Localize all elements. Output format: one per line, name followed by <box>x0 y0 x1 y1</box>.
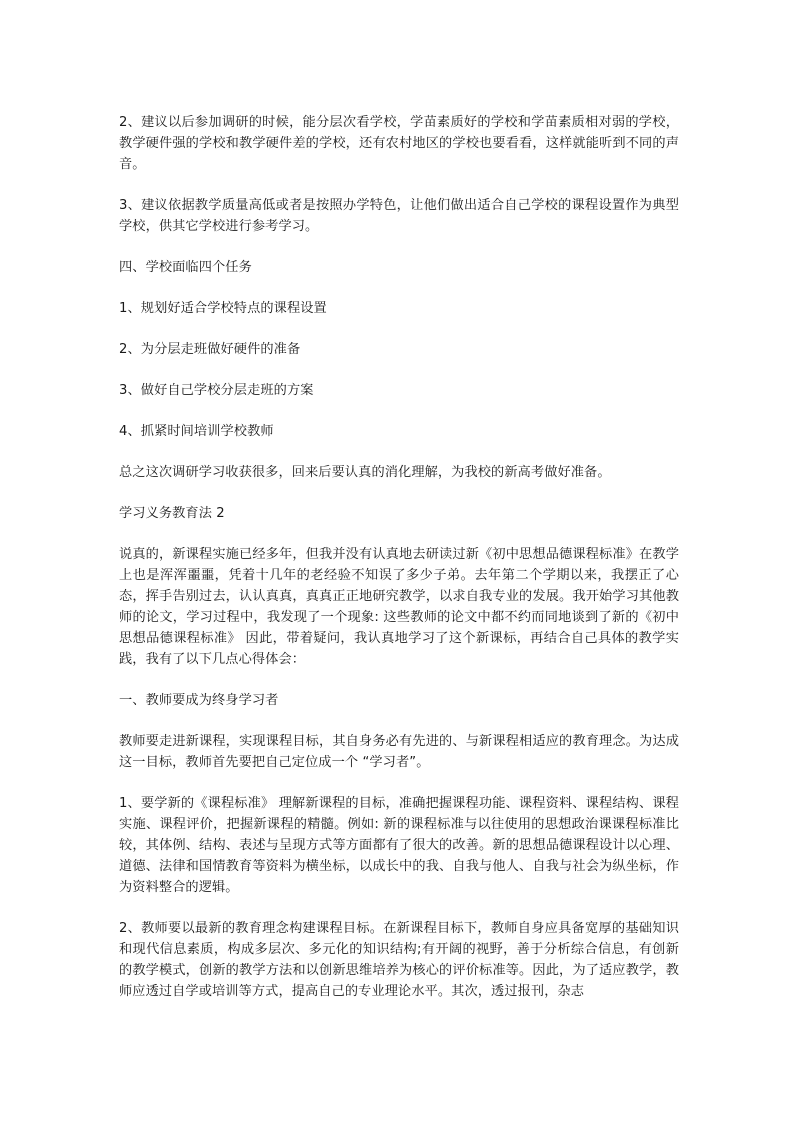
task-item-2: 2、为分层走班做好硬件的准备 <box>119 342 301 357</box>
section-title: 学习义务教育法 2 <box>119 506 225 521</box>
task-item-1: 1、规划好适合学校特点的课程设置 <box>119 301 327 316</box>
paragraph-point-1: 1、要学新的《课程标准》 理解新课程的目标，准确把握课程功能、课程资料、课程结构、课程实施、课程评价，把握新课程的精髓。例如: 新的课程标准与以往使用的思想政治课课程标准比较，其体例、结构、表述与呈现方式等方面都有了很大的改善。新的思想品德课程设计以心理、道德、法律和国情教育等资料为横坐标，以成长中的我、自我与他人、自我与社会为纵坐标，作为资料整合的逻辑。 <box>119 796 679 895</box>
paragraph-suggestion-2: 2、建议以后参加调研的时候，能分层次看学校，学苗素质好的学校和学苗素质相对弱的学校，教学硬件强的学校和教学硬件差的学校，还有农村地区的学校也要看看，这样就能听到不同的声音。 <box>119 115 679 172</box>
task-item-3: 3、做好自己学校分层走班的方案 <box>119 383 314 398</box>
paragraph-teacher-concept: 教师要走进新课程，实现课程目标，其自身务必有先进的、与新课程相适应的教育理念。为达成这一目标，教师首先要把自己定位成一个 “学习者”。 <box>119 734 679 770</box>
paragraph-suggestion-3: 3、建议依据教学质量高低或者是按照办学特色，让他们做出适合自己学校的课程设置作为典型学校，供其它学校进行参考学习。 <box>119 198 679 234</box>
task-item-4: 4、抓紧时间培训学校教师 <box>119 424 274 439</box>
document-page <box>119 112 679 1002</box>
heading-four-tasks: 四、学校面临四个任务 <box>119 260 252 275</box>
heading-lifelong-learner: 一、教师要成为终身学习者 <box>119 693 279 708</box>
paragraph-point-2: 2、教师要以最新的教育理念构建课程目标。在新课程目标下，教师自身应具备宽厚的基础知识和现代信息素质，构成多层次、多元化的知识结构;有开阔的视野，善于分析综合信息，有创新的教学模式，创新的教学方法和以创新思维培养为核心的评价标准等。因此，为了适应教学，教师应透过自学或培训等方式，提高自己的专业理论水平。其次，透过报刊，杂志 <box>119 921 679 999</box>
paragraph-summary: 总之这次调研学习收获很多，回来后要认真的消化理解，为我校的新高考做好准备。 <box>119 465 611 480</box>
paragraph-intro: 说真的，新课程实施已经多年，但我并没有认真地去研读过新《初中思想品德课程标准》在教学上也是浑浑噩噩，凭着十几年的老经验不知误了多少子弟。去年第二个学期以来，我摆正了心态，挥手告别过去，认认真真，真真正正地研究教学，以求自我专业的发展。我开始学习其他教师的论文，学习过程中，我发现了一个现象: 这些教师的论文中都不约而同地谈到了新的《初中思想品德课程标准》 因此，带着疑问，我认真地学习了这个新课标，再结合自己具体的教学实践，我有了以下几点心得体会： <box>119 547 679 667</box>
